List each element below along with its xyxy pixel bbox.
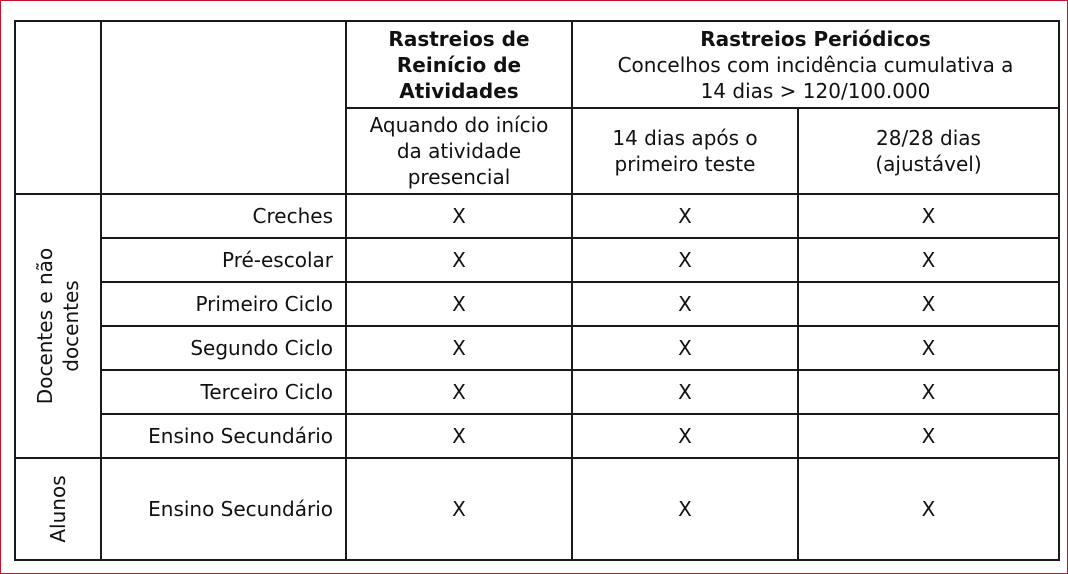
group-label-line: docentes	[59, 280, 83, 372]
subheader-14-dias	[572, 108, 798, 194]
table-row	[15, 370, 1059, 414]
check-mark: X	[798, 326, 1059, 370]
check-mark: X	[346, 458, 572, 560]
check-mark: X	[346, 282, 572, 326]
table-row	[15, 194, 1059, 238]
table-row	[15, 282, 1059, 326]
header-periodicos	[572, 21, 1059, 108]
subheader-28-dias	[798, 108, 1059, 194]
check-mark: X	[346, 238, 572, 282]
row-label: Creches	[101, 194, 346, 238]
table-row	[15, 414, 1059, 458]
check-mark: X	[798, 194, 1059, 238]
corner-cell-empty-2	[101, 21, 346, 194]
row-label: Primeiro Ciclo	[101, 282, 346, 326]
header-reinicio-line: Atividades	[399, 78, 519, 103]
check-mark: X	[572, 458, 798, 560]
check-mark: X	[346, 414, 572, 458]
table-row	[15, 238, 1059, 282]
row-label: Pré-escolar	[101, 238, 346, 282]
check-mark: X	[798, 414, 1059, 458]
subheader-line: 14 dias após o	[612, 126, 758, 150]
check-mark: X	[572, 238, 798, 282]
header-periodicos-subtitle: Concelhos com incidência cumulativa a	[617, 52, 1014, 77]
screening-table	[14, 20, 1060, 561]
table-row	[15, 326, 1059, 370]
header-reinicio-line: Reinício de	[396, 52, 522, 77]
subheader-line: Aquando do início	[369, 113, 549, 137]
check-mark: X	[346, 370, 572, 414]
group-label-line: Alunos	[46, 475, 70, 543]
subheader-inicio	[346, 108, 572, 194]
group-label-docentes	[15, 194, 101, 458]
check-mark: X	[798, 458, 1059, 560]
subheader-line: da atividade	[396, 139, 522, 163]
check-mark: X	[572, 370, 798, 414]
header-periodicos-title: Rastreios Periódicos	[700, 26, 931, 51]
header-periodicos-subtitle: 14 dias > 120/100.000	[700, 78, 931, 103]
header-row-1	[15, 21, 1059, 108]
subheader-line: 28/28 dias	[876, 126, 981, 150]
header-reinicio-line: Rastreios de	[388, 26, 530, 51]
header-reinicio	[346, 21, 572, 108]
check-mark: X	[798, 238, 1059, 282]
row-label: Segundo Ciclo	[101, 326, 346, 370]
row-label: Ensino Secundário	[101, 458, 346, 560]
group-label-alunos	[15, 458, 101, 560]
row-label: Ensino Secundário	[101, 414, 346, 458]
corner-cell-empty	[15, 21, 101, 194]
subheader-line: (ajustável)	[875, 152, 982, 176]
subheader-line: primeiro teste	[614, 152, 756, 176]
check-mark: X	[572, 326, 798, 370]
check-mark: X	[572, 282, 798, 326]
check-mark: X	[346, 194, 572, 238]
check-mark: X	[798, 282, 1059, 326]
check-mark: X	[572, 194, 798, 238]
check-mark: X	[572, 414, 798, 458]
check-mark: X	[346, 326, 572, 370]
group-label-line: Docentes e não	[33, 247, 57, 405]
subheader-line: presencial	[407, 165, 511, 189]
row-label: Terceiro Ciclo	[101, 370, 346, 414]
table-row	[15, 458, 1059, 560]
check-mark: X	[798, 370, 1059, 414]
